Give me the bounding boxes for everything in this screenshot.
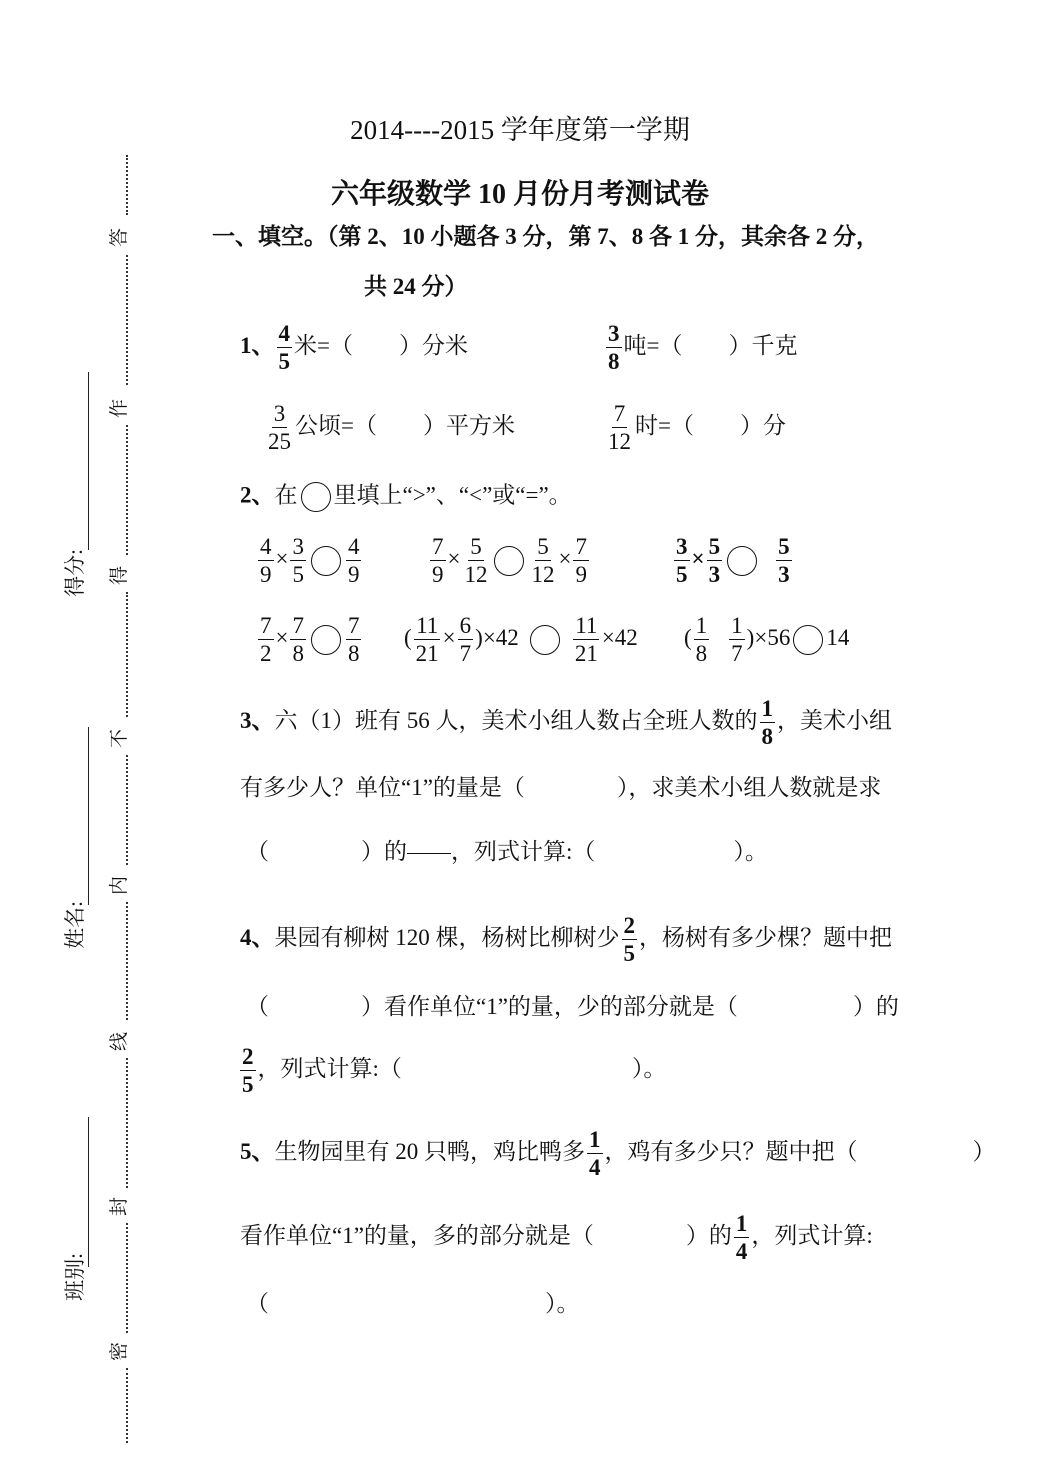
right-paren: ) <box>746 624 755 650</box>
q2-row1-expr1 <box>256 535 363 586</box>
q1-text-a: 米=（ ）分米 <box>294 332 468 358</box>
numerator: 3 <box>676 534 688 559</box>
q3-fraction <box>760 697 776 748</box>
q3-line1 <box>240 697 892 748</box>
denominator: 5 <box>278 349 290 374</box>
q5-text-end: ，鸡有多少只？题中把（ ） <box>604 1138 996 1164</box>
denominator: 7 <box>731 641 743 666</box>
denominator: 8 <box>608 349 620 374</box>
q4-text-end: ，杨树有多少棵？题中把 <box>639 924 892 950</box>
q5-line2 <box>240 1212 873 1263</box>
q3-text: ，列式计算:（ ）。 <box>451 839 768 864</box>
q1-fraction-b <box>606 322 622 373</box>
numerator: 7 <box>347 613 360 638</box>
times-sign: × <box>275 624 289 650</box>
seal-char-6: 线 <box>109 1031 131 1052</box>
q2-row1-expr3 <box>672 535 794 586</box>
q1-item-a <box>240 322 468 373</box>
numerator: 2 <box>242 1044 254 1069</box>
left-paren: ( <box>404 624 412 650</box>
q3-number: 3、 <box>240 707 275 733</box>
seal-dotted-line <box>126 902 128 1020</box>
numerator: 4 <box>260 534 272 559</box>
seal-char-4: 不 <box>109 728 131 749</box>
denominator: 9 <box>575 562 587 587</box>
denominator: 9 <box>432 562 444 587</box>
denominator: 8 <box>347 641 360 666</box>
q4-text: ，列式计算:（ ）。 <box>257 1055 667 1081</box>
q1-number: 1、 <box>240 332 275 358</box>
q5-text: 生物园里有 20 只鸭，鸡比鸭多 <box>274 1138 585 1164</box>
numerator: 1 <box>761 696 773 721</box>
q5-line3: （ ）。 <box>246 1291 580 1316</box>
numerator: 7 <box>292 613 304 638</box>
denominator: 8 <box>695 641 708 666</box>
numerator: 7 <box>432 534 444 559</box>
times-sign: × <box>442 624 456 650</box>
q5-fraction <box>587 1128 603 1179</box>
numerator: 4 <box>278 321 290 346</box>
q1-item-c <box>264 402 515 453</box>
q2-row1-expr2 <box>428 535 591 586</box>
compare-circle[interactable] <box>793 625 823 655</box>
compare-circle[interactable] <box>311 625 341 655</box>
q2-row2-expr1 <box>256 614 363 665</box>
name-label: 姓名: <box>62 901 87 949</box>
q3-text: 六（1）班有 56 人，美术小组人数占全班人数的 <box>274 707 758 733</box>
numerator: 3 <box>273 401 286 426</box>
q3-line3 <box>246 840 768 863</box>
numerator: 3 <box>608 321 620 346</box>
q4-fraction-repeat <box>240 1045 256 1096</box>
q2-number: 2、 <box>240 482 275 508</box>
numerator: 1 <box>735 1211 748 1236</box>
right-paren: ) <box>475 624 483 650</box>
compare-circle[interactable] <box>530 625 560 655</box>
q2-pre-text: 在 <box>274 482 298 508</box>
seal-dotted-line <box>126 255 128 385</box>
denominator: 4 <box>735 1239 748 1264</box>
class-label: 班别: <box>62 1253 87 1301</box>
numerator: 5 <box>778 534 790 559</box>
q1-item-b <box>604 322 797 373</box>
denominator: 5 <box>623 941 635 966</box>
denominator: 4 <box>589 1155 601 1180</box>
denominator: 2 <box>260 641 272 666</box>
numerator: 1 <box>589 1127 601 1152</box>
q4-text: 果园有柳树 120 棵，杨树比柳树少 <box>274 924 620 950</box>
numerator: 1 <box>731 613 743 638</box>
q1-text-b: 吨=（ ）千克 <box>623 332 798 358</box>
q5-fraction-repeat <box>734 1212 750 1263</box>
q3-line2: 有多少人？单位“1”的量是（ ），求美术小组人数就是求 <box>240 775 882 800</box>
numerator: 7 <box>613 401 626 426</box>
q5-text: ，列式计算: <box>751 1222 873 1248</box>
q3-text-end: ，美术小组 <box>777 707 892 733</box>
times-sign: × <box>275 545 289 571</box>
numerator: 7 <box>260 613 272 638</box>
seal-dotted-line <box>126 1223 128 1333</box>
numerator: 5 <box>470 534 482 559</box>
denominator: 5 <box>292 562 304 587</box>
numerator: 4 <box>347 534 360 559</box>
times-sign: × <box>447 545 461 571</box>
compare-circle[interactable] <box>311 546 341 576</box>
q1-item-d <box>604 402 786 453</box>
q3-text: （ ）的 <box>246 839 407 864</box>
q1-text-c: 公顷=（ ）平方米 <box>295 412 515 438</box>
seal-dotted-line <box>126 155 128 215</box>
numerator: 6 <box>459 613 472 638</box>
numerator: 11 <box>575 613 598 638</box>
denominator: 25 <box>268 429 291 454</box>
denominator: 21 <box>574 641 598 666</box>
multiplier: ×56 <box>754 624 791 650</box>
numerator: 11 <box>416 613 439 638</box>
q4-line3 <box>238 1045 666 1096</box>
denominator: 9 <box>260 562 272 587</box>
denominator: 9 <box>347 562 360 587</box>
q1-text-d: 时=（ ）分 <box>635 412 786 438</box>
seal-dotted-line <box>126 592 128 717</box>
seal-dotted-line <box>126 1368 128 1443</box>
numerator: 3 <box>292 534 304 559</box>
compare-circle[interactable] <box>494 546 524 576</box>
q5-line1 <box>240 1128 996 1179</box>
denominator: 8 <box>761 724 773 749</box>
score-line <box>88 372 89 550</box>
seal-char-8: 密 <box>109 1341 131 1362</box>
q4-line1 <box>240 914 892 965</box>
section1-heading: 一、填空。（第 2、10 小题各 3 分，第 7、8 各 1 分，其余各 2 分， <box>212 224 879 249</box>
compare-circle[interactable] <box>727 546 757 576</box>
q4-fraction <box>622 914 638 965</box>
multiplier: ×42 <box>482 624 519 650</box>
seal-dotted-line <box>126 755 128 865</box>
exam-title-main: 六年级数学 10 月份月考测试卷 <box>330 179 709 210</box>
seal-dotted-line <box>126 425 128 555</box>
name-line <box>88 727 89 905</box>
score-label: 得分: <box>62 549 87 597</box>
section1-heading-cont: 共 24 分） <box>364 274 468 299</box>
class-line <box>88 1117 89 1267</box>
q1-fraction-a <box>277 322 293 373</box>
q2-post-text: 里填上“>”、“<”或“=”。 <box>333 482 572 508</box>
numerator: 7 <box>575 534 587 559</box>
denominator: 12 <box>464 562 488 587</box>
fraction-blank[interactable] <box>407 841 451 854</box>
q4-line2: （ ）看作单位“1”的量，少的部分就是（ ）的 <box>246 994 899 1019</box>
seal-char-7: 封 <box>109 1196 131 1217</box>
q5-number: 5、 <box>240 1138 275 1164</box>
q2-row2-expr2 <box>404 614 638 665</box>
numerator: 1 <box>695 613 708 638</box>
denominator: 8 <box>292 641 304 666</box>
denominator: 21 <box>415 641 439 666</box>
q5-text: 看作单位“1”的量，多的部分就是（ ）的 <box>240 1222 732 1248</box>
q2-row2-expr3 <box>684 614 849 665</box>
seal-char-1: 答 <box>109 227 131 248</box>
exam-title-year: 2014----2015 学年度第一学期 <box>350 115 690 145</box>
denominator: 12 <box>608 429 631 454</box>
seal-char-3: 得 <box>109 565 131 586</box>
times-sign: × <box>558 545 572 571</box>
denominator: 5 <box>676 562 688 587</box>
denominator: 7 <box>459 641 472 666</box>
denominator: 3 <box>778 562 790 587</box>
seal-dotted-line <box>126 1058 128 1188</box>
times-sign: × <box>691 545 705 571</box>
left-paren: ( <box>684 624 692 650</box>
q1-fraction-d <box>606 402 633 453</box>
q4-number: 4、 <box>240 924 275 950</box>
numerator: 5 <box>708 534 721 559</box>
numerator: 5 <box>537 534 549 559</box>
denominator: 3 <box>708 562 721 587</box>
numerator: 2 <box>623 913 635 938</box>
seal-char-5: 内 <box>109 875 131 896</box>
denominator: 12 <box>531 562 555 587</box>
rhs-value: 14 <box>826 624 850 650</box>
compare-circle <box>301 482 331 512</box>
q2-instruction <box>240 482 572 512</box>
q1-fraction-c <box>266 402 293 453</box>
multiplier: ×42 <box>601 624 638 650</box>
denominator: 5 <box>242 1072 254 1097</box>
seal-char-2: 作 <box>109 398 131 419</box>
